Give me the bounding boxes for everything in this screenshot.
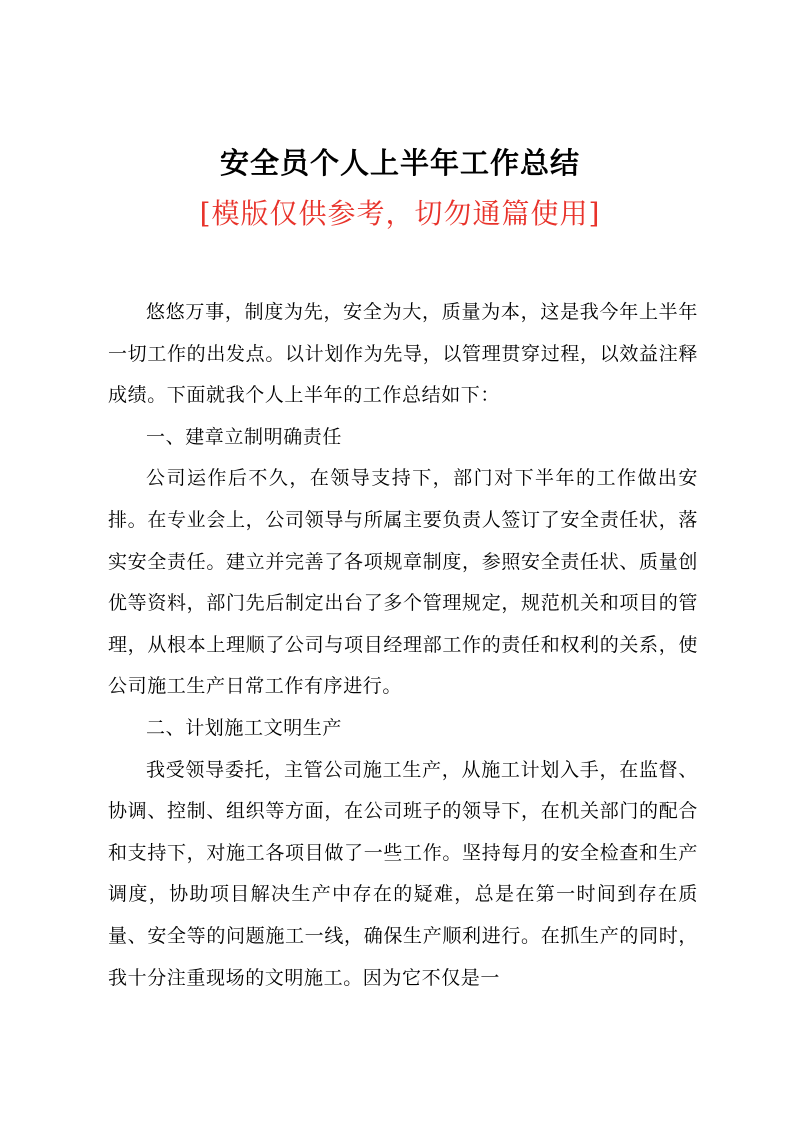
- section-heading-1: 一、建章立制明确责任: [146, 425, 343, 448]
- paragraph-intro: 悠悠万事，制度为先，安全为大，质量为本，这是我今年上半年一切工作的出发点。以计划作为先导，以管理贯穿过程，以效益注释成绩。下面就我个人上半年的工作总结如下：: [108, 301, 698, 407]
- section-heading-2: 二、计划施工文明生产: [146, 716, 343, 739]
- paragraph-section-2: 我受领导委托，主管公司施工生产，从施工计划入手，在监督、协调、控制、组织等方面，在公司班子的领导下，在机关部门的配合和支持下，对施工各项目做了一些工作。坚持每月的安全检查和生产调度，协助项目解决生产中存在的疑难，总是在第一时间到存在质量、安全等的问题施工一线，确保生产顺利进行。在抓生产的同时，我十分注重现场的文明施工。因为它不仅是一: [108, 758, 698, 989]
- document-body: [108, 292, 698, 999]
- paragraph-section-1: 公司运作后不久，在领导支持下，部门对下半年的工作做出安排。在专业会上，公司领导与所属主要负责人签订了安全责任状，落实安全责任。建立并完善了各项规章制度，参照安全责任状、质量创优等资料，部门先后制定出台了多个管理规定，规范机关和项目的管理，从根本上理顺了公司与项目经理部工作的责任和权利的关系，使公司施工生产日常工作有序进行。: [108, 467, 698, 698]
- document-subtitle: [模版仅供参考，切勿通篇使用]: [199, 197, 601, 230]
- document-title: 安全员个人上半年工作总结: [219, 146, 580, 180]
